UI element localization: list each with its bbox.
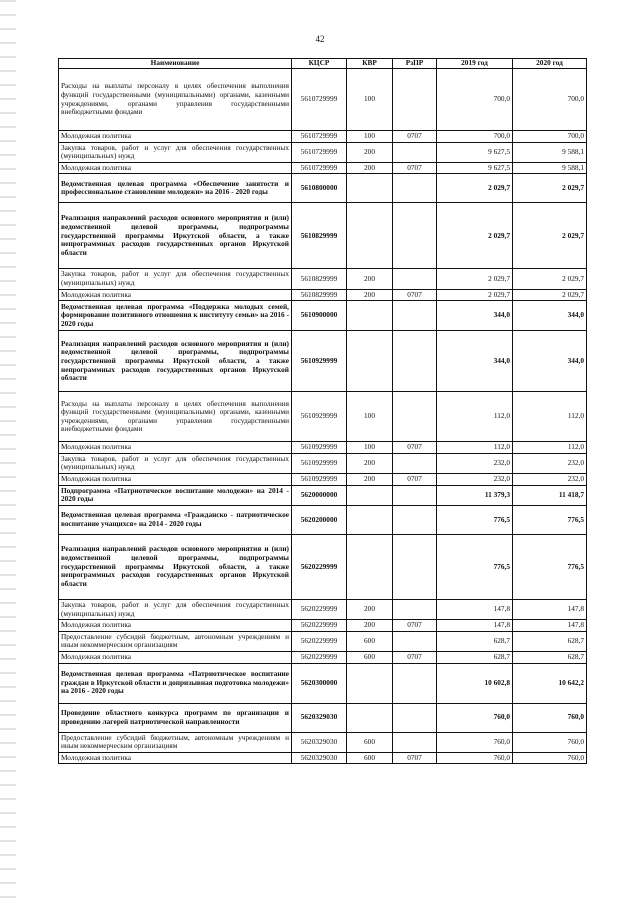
row-amount-2019: 11 379,3 (437, 485, 513, 505)
row-amount-2020: 344,0 (513, 301, 587, 331)
scan-margin-marks (0, 0, 16, 905)
table-row (59, 203, 587, 269)
row-kvr-code: 600 (347, 651, 393, 663)
row-rzpr-code (393, 663, 437, 703)
table-row (59, 392, 587, 442)
row-kvr-code: 200 (347, 599, 393, 619)
row-amount-2020: 344,0 (513, 331, 587, 392)
row-kvr-code: 600 (347, 752, 393, 764)
table-row (59, 752, 587, 764)
row-description: Ведомственная целевая программа «Обеспечение занятости и профессиональное становление молодежи» на 2016 - 2020 годы (59, 174, 292, 203)
row-amount-2019: 2 029,7 (437, 269, 513, 289)
table-header-row (59, 59, 587, 69)
row-amount-2019: 700,0 (437, 69, 513, 131)
row-kcsr-code: 5620229999 (292, 599, 347, 619)
row-kcsr-code: 5620300000 (292, 663, 347, 703)
row-amount-2020: 147,8 (513, 620, 587, 632)
table-row (59, 162, 587, 174)
row-amount-2019: 9 627,5 (437, 142, 513, 162)
row-rzpr-code: 0707 (393, 474, 437, 486)
row-kcsr-code: 5610929999 (292, 331, 347, 392)
row-kvr-code: 200 (347, 453, 393, 473)
row-kcsr-code: 5610729999 (292, 162, 347, 174)
row-kvr-code: 100 (347, 69, 393, 131)
table-row (59, 442, 587, 454)
row-kcsr-code: 5620329030 (292, 703, 347, 732)
row-kvr-code (347, 505, 393, 534)
row-amount-2020: 112,0 (513, 442, 587, 454)
row-amount-2020: 700,0 (513, 131, 587, 143)
row-kvr-code: 200 (347, 142, 393, 162)
page-number: 42 (315, 34, 325, 44)
row-kvr-code (347, 301, 393, 331)
row-description: Проведение областного конкурса программ по организации и проведению лагерей патриотической направленности (59, 703, 292, 732)
row-amount-2019: 760,0 (437, 752, 513, 764)
table-row (59, 131, 587, 143)
row-rzpr-code (393, 732, 437, 752)
table-row (59, 474, 587, 486)
table-row (59, 301, 587, 331)
row-kvr-code: 200 (347, 620, 393, 632)
row-description: Ведомственная целевая программа «Патриотическое воспитание граждан в Иркутской области и допризывная подготовка молодежи» на 2016 - 2020 годы (59, 663, 292, 703)
row-description: Предоставление субсидий бюджетным, автономным учреждениям и иным некоммерческим организациям (59, 732, 292, 752)
table-row (59, 142, 587, 162)
row-kvr-code: 200 (347, 162, 393, 174)
row-rzpr-code (393, 331, 437, 392)
row-kvr-code (347, 663, 393, 703)
table-row (59, 269, 587, 289)
row-description: Ведомственная целевая программа «Поддержка молодых семей, формирование позитивного отношения к институту семьи» на 2016 - 2020 годы (59, 301, 292, 331)
row-kvr-code (347, 485, 393, 505)
row-kcsr-code: 5610800000 (292, 174, 347, 203)
row-rzpr-code (393, 301, 437, 331)
table-row (59, 69, 587, 131)
row-amount-2019: 344,0 (437, 301, 513, 331)
row-rzpr-code: 0707 (393, 442, 437, 454)
row-description: Ведомственная целевая программа «Гражданско - патриотическое воспитание учащихся» на 2014 - 2020 годы (59, 505, 292, 534)
row-kcsr-code: 5610829999 (292, 203, 347, 269)
row-amount-2020: 700,0 (513, 69, 587, 131)
row-kvr-code: 100 (347, 442, 393, 454)
row-description: Молодежная политика (59, 131, 292, 143)
table-row (59, 732, 587, 752)
row-description: Молодежная политика (59, 442, 292, 454)
row-amount-2020: 2 029,7 (513, 203, 587, 269)
row-kcsr-code: 5610929999 (292, 392, 347, 442)
row-amount-2020: 2 029,7 (513, 289, 587, 301)
row-description: Расходы на выплаты персоналу в целях обеспечения выполнения функций государственными (муниципальными) органами, казенными учреждениями, органами управления государственными внебюджетными фондами (59, 392, 292, 442)
row-description: Молодежная политика (59, 752, 292, 764)
row-amount-2020: 232,0 (513, 474, 587, 486)
row-amount-2019: 147,8 (437, 620, 513, 632)
row-amount-2020: 11 418,7 (513, 485, 587, 505)
row-amount-2019: 628,7 (437, 651, 513, 663)
row-amount-2020: 9 588,1 (513, 142, 587, 162)
table-row (59, 599, 587, 619)
row-rzpr-code (393, 534, 437, 599)
row-amount-2020: 760,0 (513, 732, 587, 752)
table-row (59, 289, 587, 301)
row-kvr-code (347, 203, 393, 269)
row-kvr-code (347, 534, 393, 599)
row-amount-2020: 776,5 (513, 505, 587, 534)
row-kcsr-code: 5610929999 (292, 442, 347, 454)
row-rzpr-code (393, 485, 437, 505)
row-description: Закупка товаров, работ и услуг для обеспечения государственных (муниципальных) нужд (59, 453, 292, 473)
budget-table (58, 58, 587, 764)
row-amount-2020: 760,0 (513, 752, 587, 764)
row-amount-2019: 112,0 (437, 392, 513, 442)
row-rzpr-code (393, 599, 437, 619)
table-row (59, 534, 587, 599)
row-amount-2020: 112,0 (513, 392, 587, 442)
row-rzpr-code (393, 174, 437, 203)
row-kcsr-code: 5610729999 (292, 131, 347, 143)
row-rzpr-code (393, 703, 437, 732)
row-rzpr-code (393, 69, 437, 131)
row-amount-2019: 760,0 (437, 703, 513, 732)
row-amount-2020: 2 029,7 (513, 269, 587, 289)
row-rzpr-code (393, 203, 437, 269)
header-year-2019: 2019 год (437, 59, 513, 69)
row-kcsr-code: 5620329030 (292, 732, 347, 752)
table-row (59, 485, 587, 505)
row-kcsr-code: 5620229999 (292, 534, 347, 599)
table-row (59, 331, 587, 392)
row-rzpr-code (393, 453, 437, 473)
row-kvr-code (347, 331, 393, 392)
table-row (59, 505, 587, 534)
row-description: Реализация направлений расходов основного мероприятия и (или) ведомственной целевой программы, подпрограммы государственной программы Иркутской области, а также непрограммных расходов государственных органов Иркутской области (59, 331, 292, 392)
row-kcsr-code: 5610729999 (292, 142, 347, 162)
row-description: Молодежная политика (59, 289, 292, 301)
row-description: Реализация направлений расходов основного мероприятия и (или) ведомственной целевой программы, подпрограммы государственной программы Иркутской области, а также непрограммных расходов государственных органов Иркутской области (59, 203, 292, 269)
row-amount-2020: 2 029,7 (513, 174, 587, 203)
row-amount-2019: 232,0 (437, 453, 513, 473)
table-row (59, 453, 587, 473)
row-amount-2020: 9 588,1 (513, 162, 587, 174)
row-rzpr-code: 0707 (393, 752, 437, 764)
row-amount-2020: 232,0 (513, 453, 587, 473)
table-row (59, 174, 587, 203)
row-amount-2019: 628,7 (437, 631, 513, 651)
row-description: Расходы на выплаты персоналу в целях обеспечения выполнения функций государственными (муниципальными) органами, казенными учреждениями, органами управления государственными внебюджетными фондами (59, 69, 292, 131)
row-kvr-code (347, 174, 393, 203)
table-row (59, 651, 587, 663)
row-amount-2020: 10 642,2 (513, 663, 587, 703)
row-rzpr-code (393, 142, 437, 162)
row-description: Молодежная политика (59, 620, 292, 632)
row-kvr-code: 200 (347, 289, 393, 301)
table-row (59, 663, 587, 703)
row-amount-2019: 2 029,7 (437, 289, 513, 301)
row-amount-2019: 344,0 (437, 331, 513, 392)
row-amount-2019: 147,8 (437, 599, 513, 619)
row-rzpr-code (393, 269, 437, 289)
row-amount-2019: 2 029,7 (437, 203, 513, 269)
table-row (59, 703, 587, 732)
row-kcsr-code: 5620329030 (292, 752, 347, 764)
table-row (59, 631, 587, 651)
row-kvr-code (347, 703, 393, 732)
header-kvr: КВР (347, 59, 393, 69)
row-description: Закупка товаров, работ и услуг для обеспечения государственных (муниципальных) нужд (59, 269, 292, 289)
row-kvr-code: 600 (347, 631, 393, 651)
row-description: Реализация направлений расходов основного мероприятия и (или) ведомственной целевой программы, подпрограммы государственной программы Иркутской области, а также непрограммных расходов государственных органов Иркутской области (59, 534, 292, 599)
row-rzpr-code: 0707 (393, 131, 437, 143)
row-amount-2019: 700,0 (437, 131, 513, 143)
row-description: Молодежная политика (59, 162, 292, 174)
row-description: Закупка товаров, работ и услуг для обеспечения государственных (муниципальных) нужд (59, 142, 292, 162)
row-description: Подпрограмма «Патриотическое воспитание молодежи» на 2014 - 2020 годы (59, 485, 292, 505)
row-amount-2020: 628,7 (513, 631, 587, 651)
row-kvr-code: 200 (347, 269, 393, 289)
row-amount-2019: 760,0 (437, 732, 513, 752)
header-kcsr: КЦСР (292, 59, 347, 69)
header-rzpr: РзПР (393, 59, 437, 69)
row-rzpr-code (393, 631, 437, 651)
row-amount-2020: 147,8 (513, 599, 587, 619)
row-amount-2019: 2 029,7 (437, 174, 513, 203)
row-amount-2019: 9 627,5 (437, 162, 513, 174)
row-kcsr-code: 5610829999 (292, 269, 347, 289)
table-body (59, 69, 587, 764)
row-amount-2019: 10 602,8 (437, 663, 513, 703)
row-kcsr-code: 5610929999 (292, 474, 347, 486)
row-description: Закупка товаров, работ и услуг для обеспечения государственных (муниципальных) нужд (59, 599, 292, 619)
row-rzpr-code: 0707 (393, 620, 437, 632)
row-amount-2020: 760,0 (513, 703, 587, 732)
row-kcsr-code: 5620200000 (292, 505, 347, 534)
row-rzpr-code: 0707 (393, 651, 437, 663)
header-year-2020: 2020 год (513, 59, 587, 69)
row-description: Молодежная политика (59, 474, 292, 486)
row-kcsr-code: 5620000000 (292, 485, 347, 505)
row-kcsr-code: 5610829999 (292, 289, 347, 301)
row-amount-2020: 776,5 (513, 534, 587, 599)
row-rzpr-code (393, 505, 437, 534)
row-kcsr-code: 5620229999 (292, 631, 347, 651)
row-amount-2020: 628,7 (513, 651, 587, 663)
row-kvr-code: 600 (347, 732, 393, 752)
row-description: Молодежная политика (59, 651, 292, 663)
row-kcsr-code: 5620229999 (292, 651, 347, 663)
row-kvr-code: 100 (347, 392, 393, 442)
row-kcsr-code: 5610729999 (292, 69, 347, 131)
row-rzpr-code: 0707 (393, 289, 437, 301)
row-amount-2019: 776,5 (437, 534, 513, 599)
row-rzpr-code (393, 392, 437, 442)
row-rzpr-code: 0707 (393, 162, 437, 174)
row-kcsr-code: 5610929999 (292, 453, 347, 473)
row-amount-2019: 776,5 (437, 505, 513, 534)
row-kvr-code: 200 (347, 474, 393, 486)
row-amount-2019: 232,0 (437, 474, 513, 486)
row-kvr-code: 100 (347, 131, 393, 143)
header-name: Наименование (59, 59, 292, 69)
row-amount-2019: 112,0 (437, 442, 513, 454)
row-kcsr-code: 5610900000 (292, 301, 347, 331)
row-description: Предоставление субсидий бюджетным, автономным учреждениям и иным некоммерческим организациям (59, 631, 292, 651)
row-kcsr-code: 5620229999 (292, 620, 347, 632)
table-row (59, 620, 587, 632)
